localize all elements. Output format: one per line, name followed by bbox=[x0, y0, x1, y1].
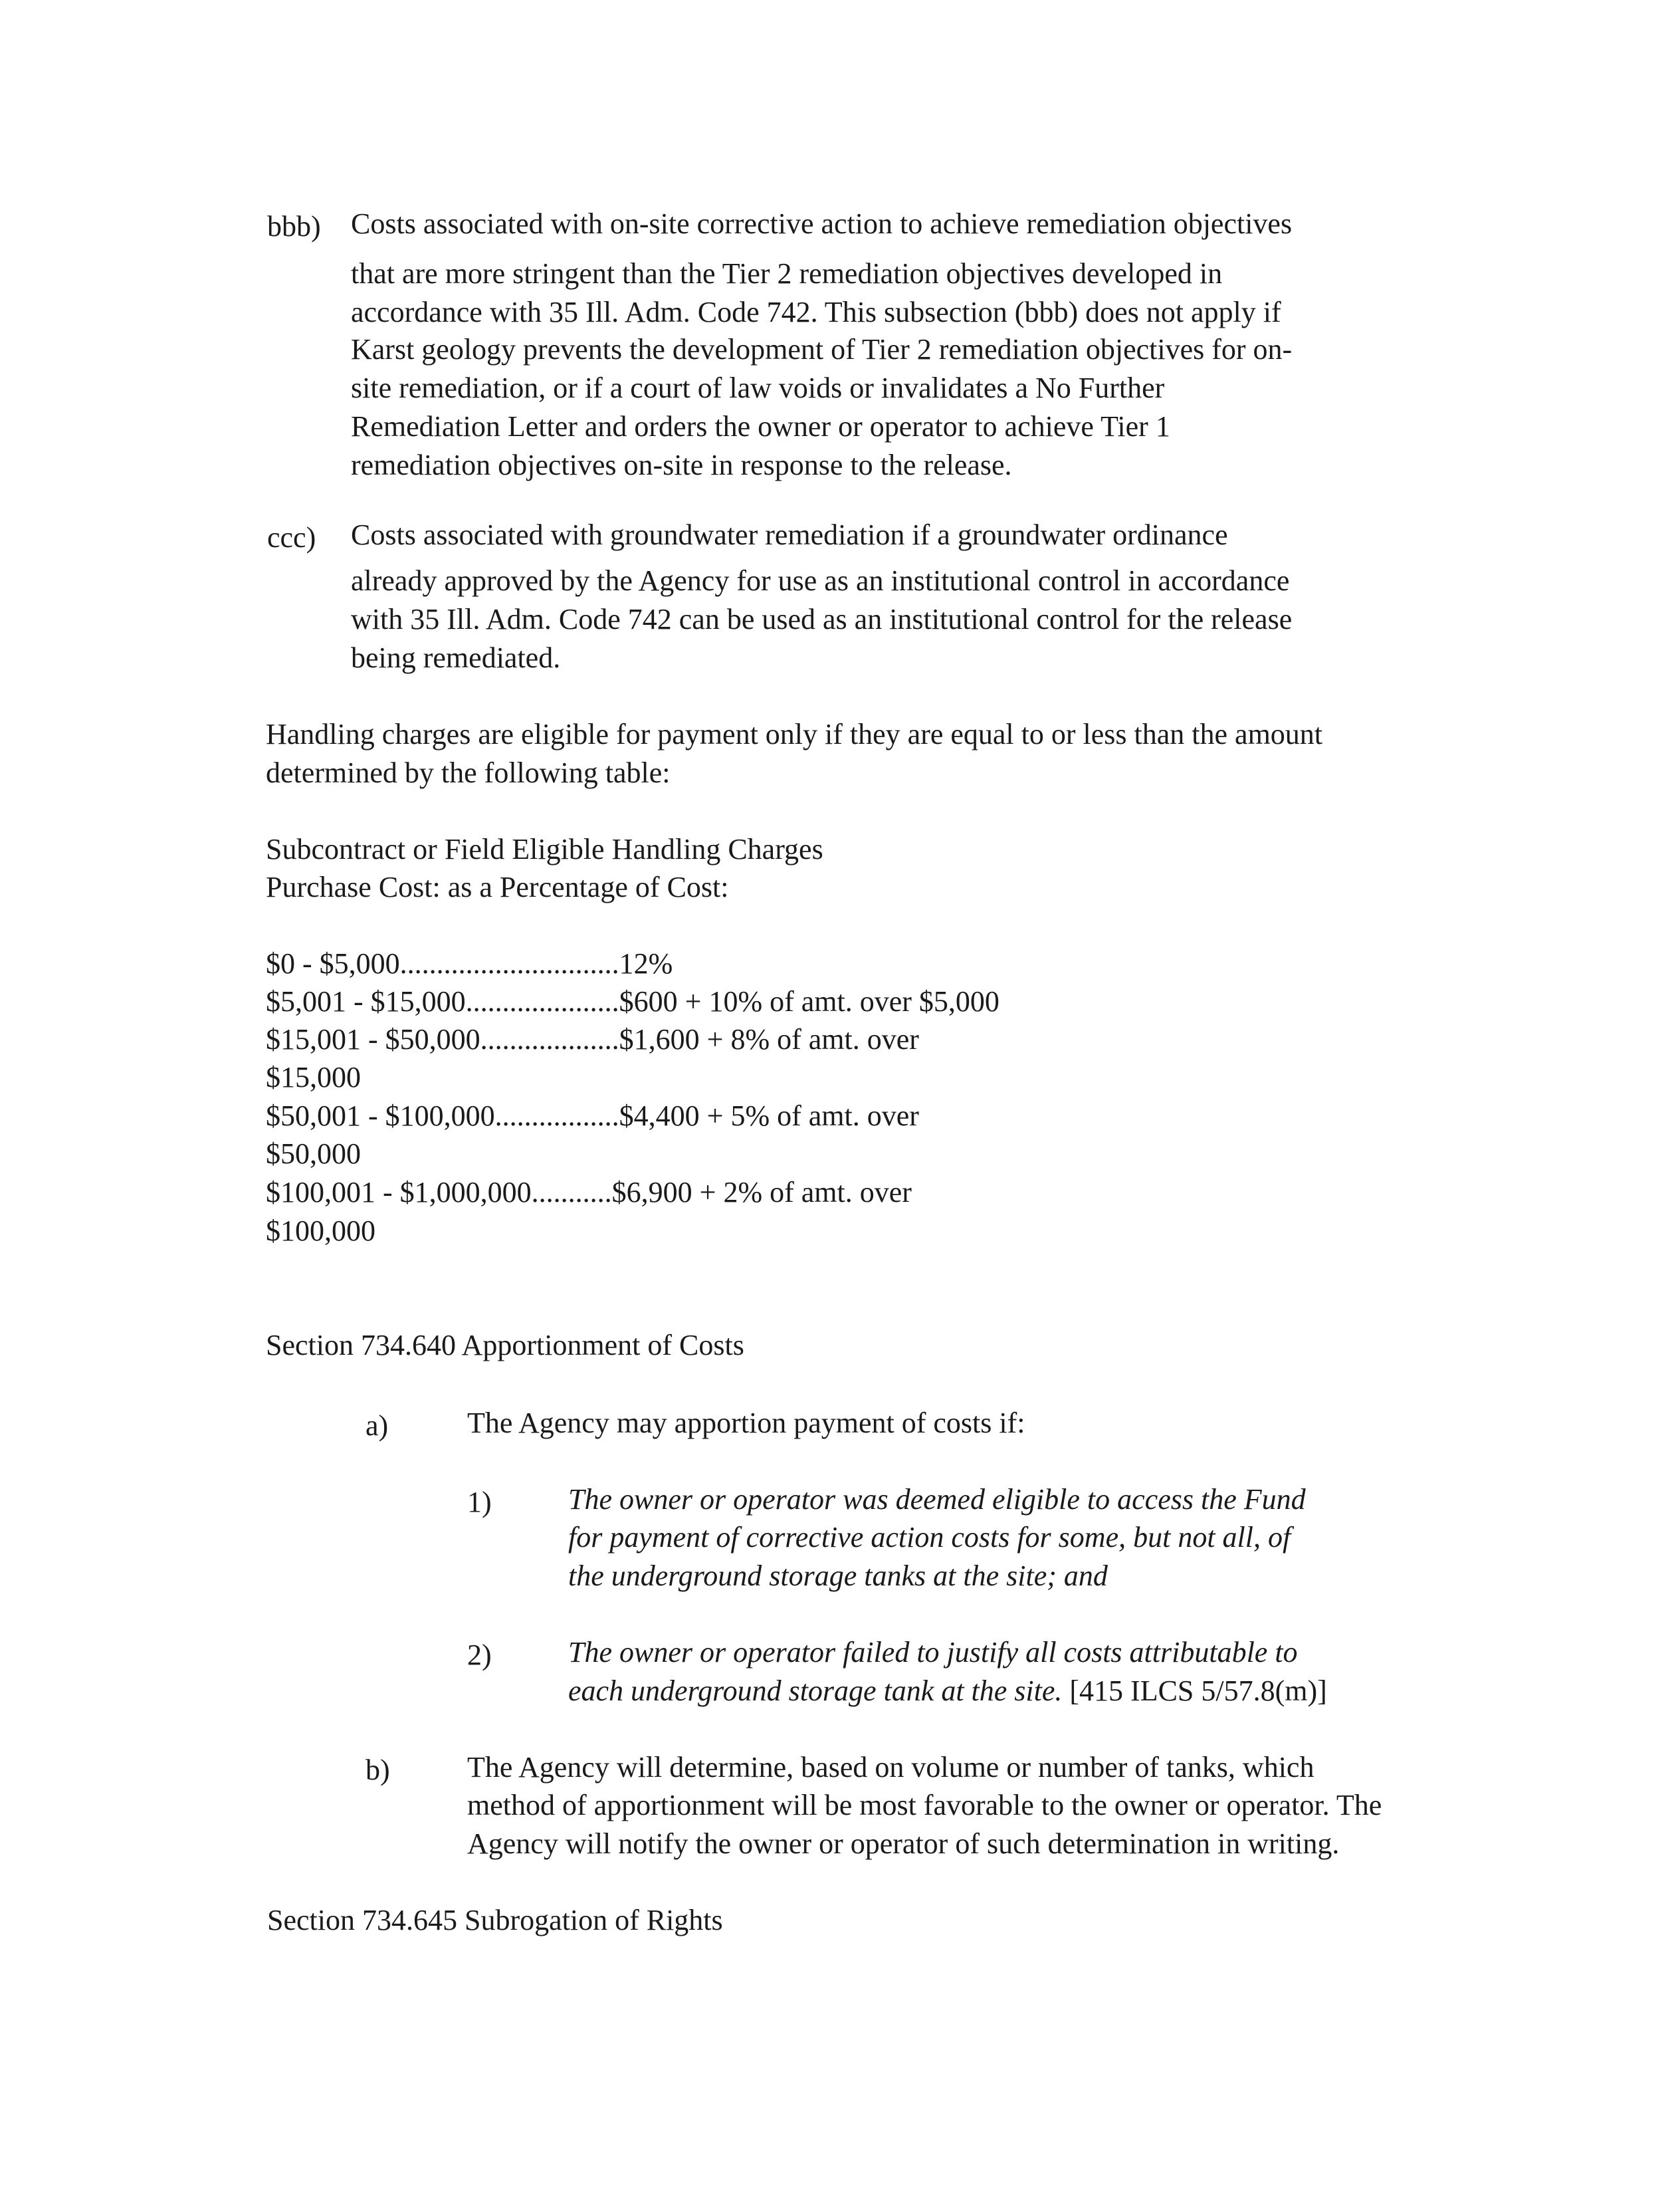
item-ccc-line: already approved by the Agency for use as an institutional control in accordance bbox=[351, 564, 1290, 597]
item-ccc-line: Costs associated with groundwater remediation if a groundwater ordinance bbox=[351, 519, 1228, 551]
item-bbb-line: Costs associated with on-site corrective action to achieve remediation objectives bbox=[351, 207, 1293, 240]
section-heading: Section 734.640 Apportionment of Costs bbox=[266, 1329, 744, 1361]
table-row: $50,001 - $100,000.................$4,400 + 5% of amt. over bbox=[266, 1099, 919, 1132]
item-1-line: The owner or operator was deemed eligible to access the Fund bbox=[568, 1483, 1306, 1516]
item-2-line bbox=[568, 1676, 1327, 1706]
item-label-bbb: bbb) bbox=[267, 210, 321, 243]
item-2-line: The owner or operator failed to justify all costs attributable to bbox=[568, 1636, 1298, 1669]
table-row: $100,000 bbox=[266, 1214, 375, 1247]
item-1-line: the underground storage tanks at the site; and bbox=[568, 1559, 1108, 1592]
item-ccc-line: with 35 Ill. Adm. Code 742 can be used as an institutional control for the release bbox=[351, 603, 1293, 635]
table-row: $5,001 - $15,000.....................$600 + 10% of amt. over $5,000 bbox=[266, 985, 999, 1018]
subsection-a-text: The Agency may apportion payment of costs if: bbox=[467, 1407, 1025, 1439]
item-1-line: for payment of corrective action costs for some, but not all, of bbox=[568, 1521, 1291, 1554]
item-bbb-line: that are more stringent than the Tier 2 remediation objectives developed in bbox=[351, 257, 1223, 290]
subsection-b-line: Agency will notify the owner or operator of such determination in writing. bbox=[467, 1827, 1340, 1860]
handling-paragraph-line: determined by the following table: bbox=[266, 756, 671, 789]
subsection-b-line: method of apportionment will be most favorable to the owner or operator. The bbox=[467, 1789, 1382, 1821]
statute-citation: [415 ILCS 5/57.8(m)] bbox=[1062, 1674, 1327, 1707]
table-header-line: Purchase Cost: as a Percentage of Cost: bbox=[266, 871, 729, 903]
item-2-label: 2) bbox=[467, 1639, 492, 1671]
item-bbb-line: Remediation Letter and orders the owner or operator to achieve Tier 1 bbox=[351, 410, 1170, 443]
handling-paragraph-line: Handling charges are eligible for payment only if they are equal to or less than the amount bbox=[266, 718, 1323, 750]
subsection-a-label: a) bbox=[366, 1409, 389, 1442]
item-bbb-line: site remediation, or if a court of law voids or invalidates a No Further bbox=[351, 372, 1165, 404]
section-heading: Section 734.645 Subrogation of Rights bbox=[267, 1904, 723, 1936]
table-row: $0 - $5,000..............................12% bbox=[266, 947, 673, 980]
item-bbb-line: Karst geology prevents the development of Tier 2 remediation objectives for on- bbox=[351, 333, 1293, 366]
table-row: $15,001 - $50,000...................$1,600 + 8% of amt. over bbox=[266, 1023, 919, 1056]
table-row: $15,000 bbox=[266, 1061, 361, 1094]
item-ccc-line: being remediated. bbox=[351, 641, 561, 674]
item-bbb-line: accordance with 35 Ill. Adm. Code 742. This subsection (bbb) does not apply if bbox=[351, 296, 1281, 328]
item-label-ccc: ccc) bbox=[267, 521, 316, 554]
item-bbb-line: remediation objectives on-site in response to the release. bbox=[351, 449, 1012, 481]
table-header-line: Subcontract or Field Eligible Handling Charges bbox=[266, 833, 823, 865]
table-row: $50,000 bbox=[266, 1137, 361, 1170]
item-1-label: 1) bbox=[467, 1486, 492, 1518]
subsection-b-line: The Agency will determine, based on volume or number of tanks, which bbox=[467, 1751, 1314, 1784]
item-2-italic-text: each underground storage tank at the site. bbox=[568, 1674, 1063, 1707]
table-row: $100,001 - $1,000,000...........$6,900 + 2% of amt. over bbox=[266, 1176, 912, 1209]
subsection-b-label: b) bbox=[366, 1754, 390, 1786]
